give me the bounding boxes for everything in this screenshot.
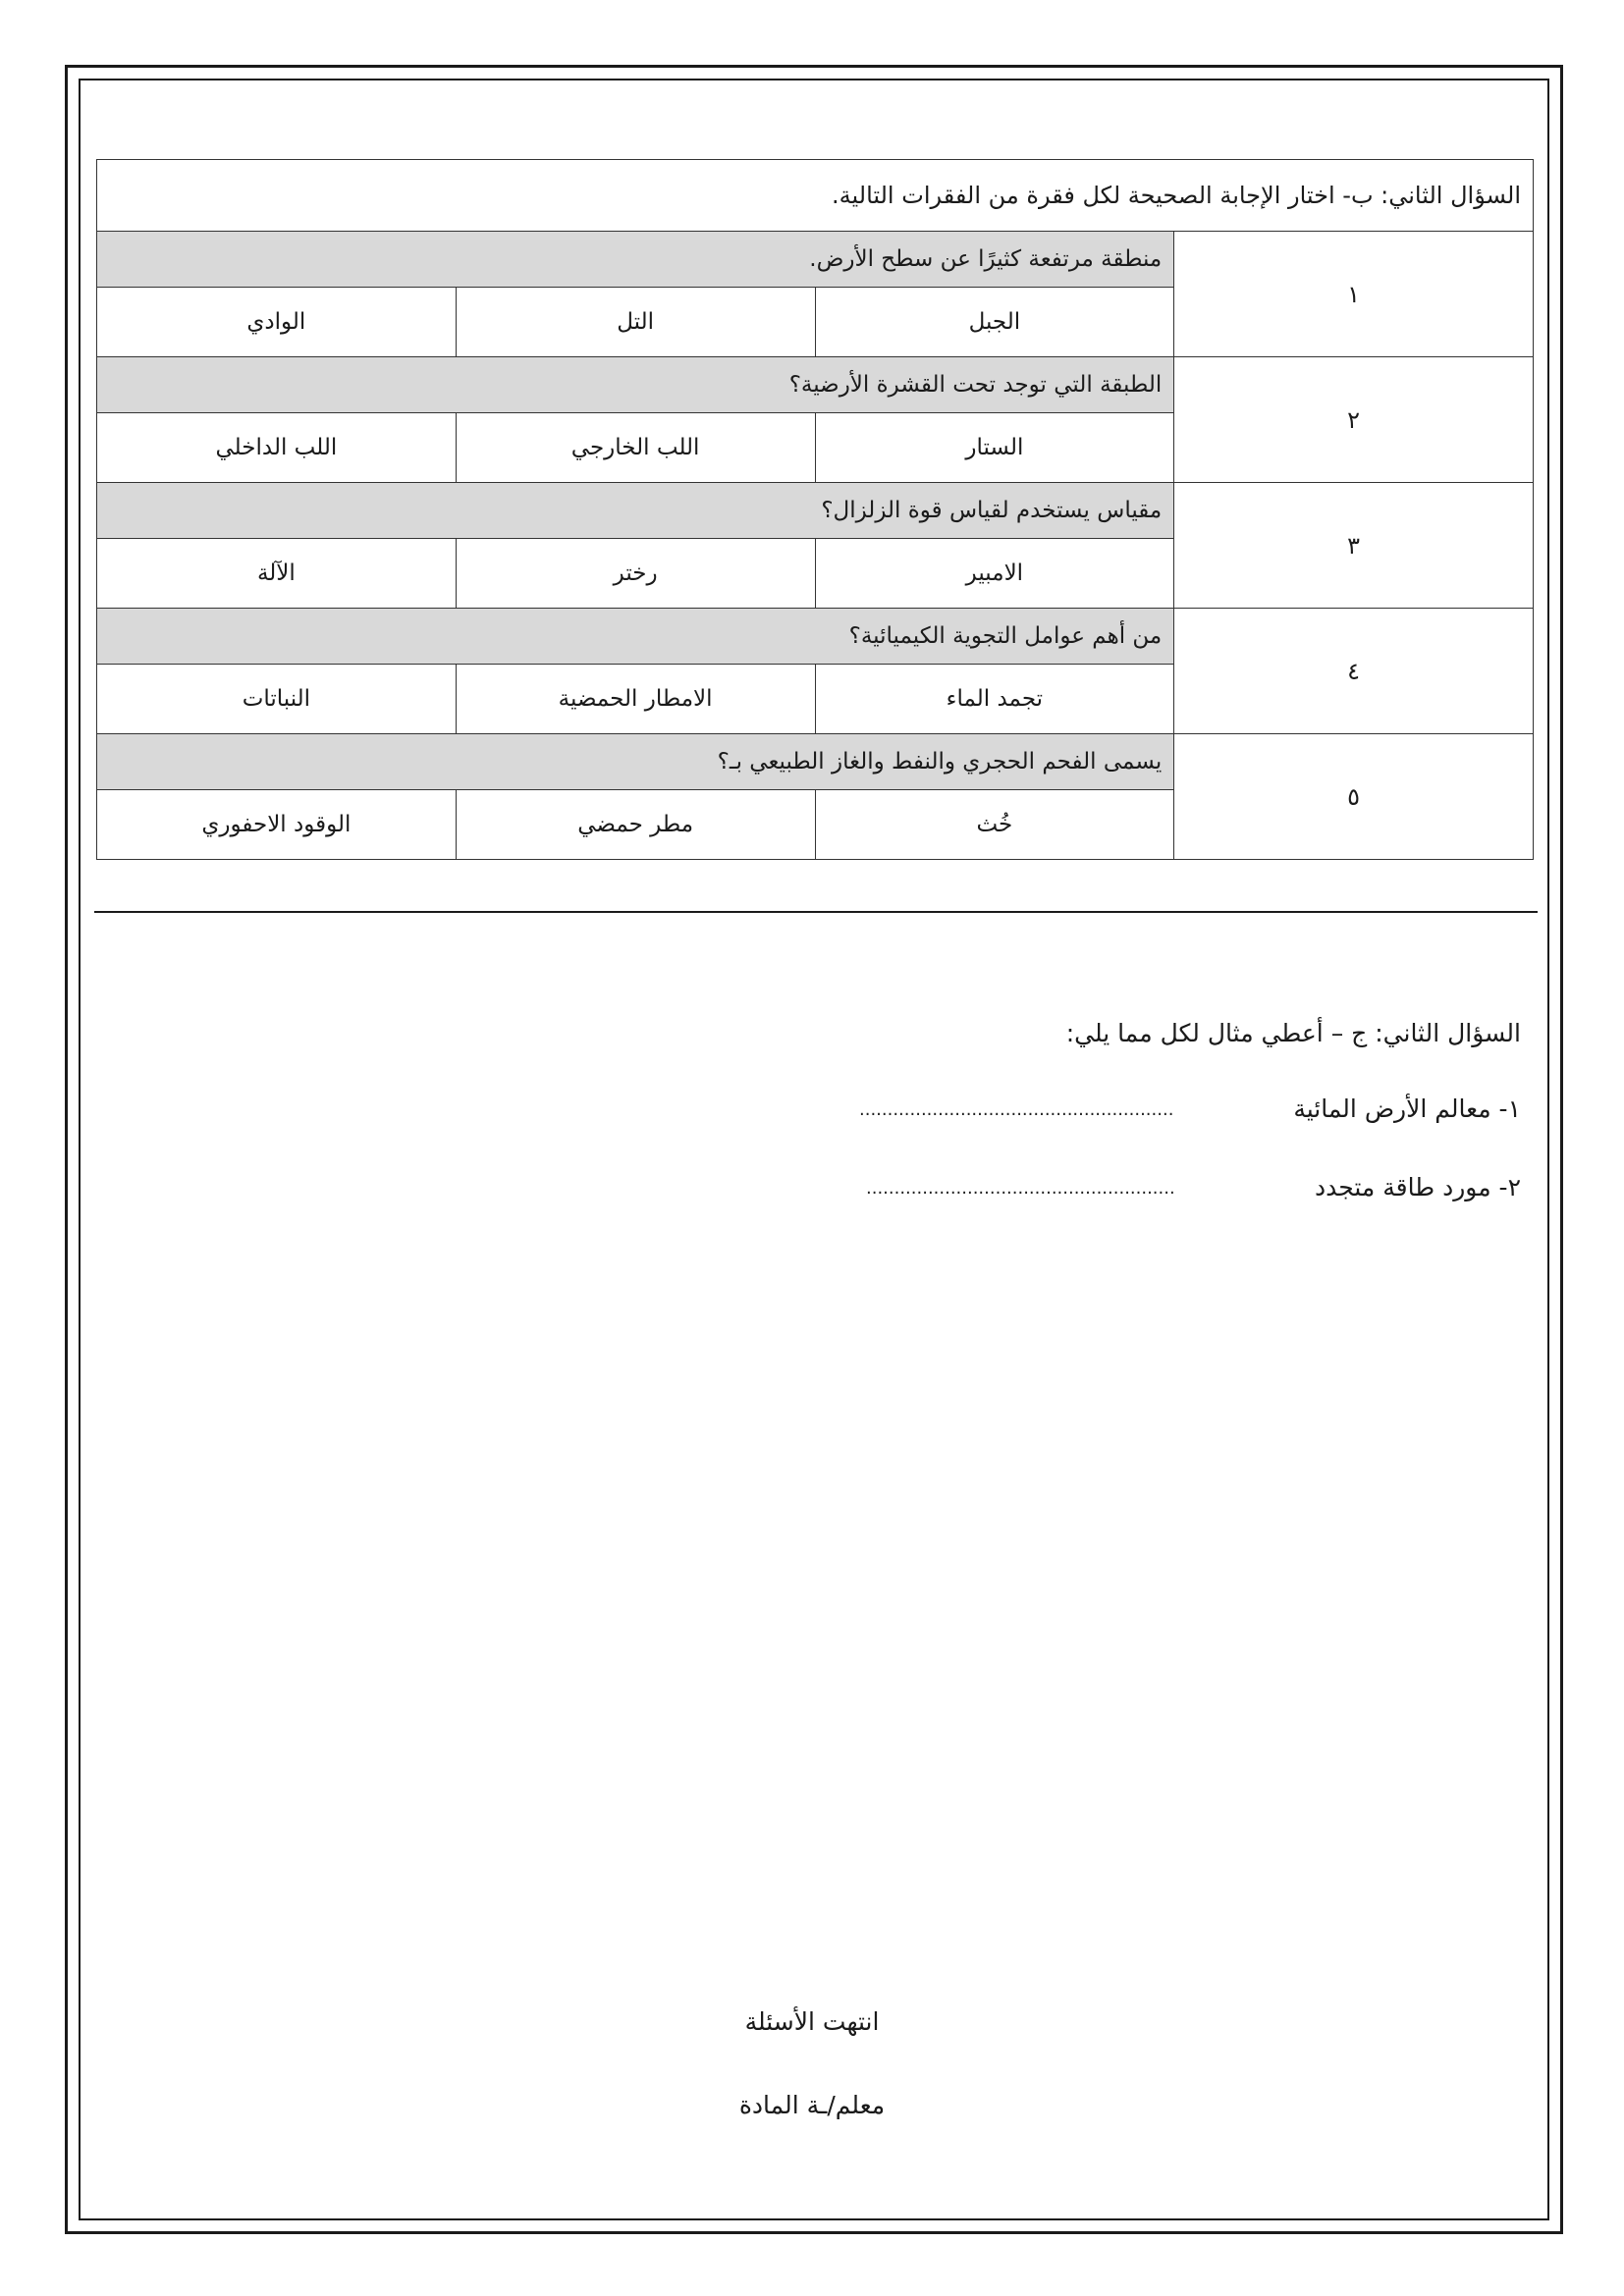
question-stem: يسمى الفحم الحجري والنفط والغاز الطبيعي بـ؟ — [97, 734, 1174, 790]
answer-option[interactable]: اللب الداخلي — [97, 413, 457, 483]
question-number: ٤ — [1174, 609, 1534, 734]
question-stem-row — [97, 609, 1534, 665]
question-stem: منطقة مرتفعة كثيرًا عن سطح الأرض. — [97, 232, 1174, 288]
question-stem-row — [97, 483, 1534, 539]
question-stem-row — [97, 232, 1534, 288]
section-c-title: السؤال الثاني: ج – أعطي مثال لكل مما يلي: — [1065, 1019, 1521, 1047]
question-number: ٣ — [1174, 483, 1534, 609]
question-stem-row — [97, 734, 1534, 790]
question-number: ٢ — [1174, 357, 1534, 483]
question-number: ١ — [1174, 232, 1534, 357]
question-number: ٥ — [1174, 734, 1534, 860]
teacher-signature-label: معلم/ـة المادة — [738, 2091, 886, 2119]
answer-option[interactable]: الآلة — [97, 539, 457, 609]
answer-option[interactable]: النباتات — [97, 665, 457, 734]
section-b-title: السؤال الثاني: ب- اختار الإجابة الصحيحة لكل فقرة من الفقرات التالية. — [97, 160, 1534, 232]
answer-option[interactable]: رختر — [456, 539, 815, 609]
answer-option[interactable]: الوادي — [97, 288, 457, 357]
example-item-label: ١- معالم الأرض المائية — [1293, 1095, 1521, 1123]
table-title-row — [97, 160, 1534, 232]
question-stem: مقياس يستخدم لقياس قوة الزلزال؟ — [97, 483, 1174, 539]
answer-blank[interactable]: ....................................................... — [866, 1178, 1175, 1199]
answer-option[interactable]: الستار — [815, 413, 1174, 483]
answer-option[interactable]: الامبير — [815, 539, 1174, 609]
answer-option[interactable]: خُث — [815, 790, 1174, 860]
section-divider — [94, 911, 1538, 913]
answer-option[interactable]: مطر حمضي — [456, 790, 815, 860]
question-stem: من أهم عوامل التجوية الكيميائية؟ — [97, 609, 1174, 665]
multiple-choice-table — [96, 159, 1534, 860]
answer-option[interactable]: اللب الخارجي — [456, 413, 815, 483]
answer-blank[interactable]: ........................................................ — [859, 1099, 1174, 1120]
question-stem-row — [97, 357, 1534, 413]
example-item-label: ٢- مورد طاقة متجدد — [1314, 1173, 1521, 1201]
answer-option[interactable]: الجبل — [815, 288, 1174, 357]
answer-option[interactable]: تجمد الماء — [815, 665, 1174, 734]
answer-option[interactable]: الوقود الاحفوري — [97, 790, 457, 860]
answer-option[interactable]: التل — [456, 288, 815, 357]
answer-option[interactable]: الامطار الحمضية — [456, 665, 815, 734]
end-of-questions: انتهت الأسئلة — [744, 2007, 880, 2036]
question-stem: الطبقة التي توجد تحت القشرة الأرضية؟ — [97, 357, 1174, 413]
